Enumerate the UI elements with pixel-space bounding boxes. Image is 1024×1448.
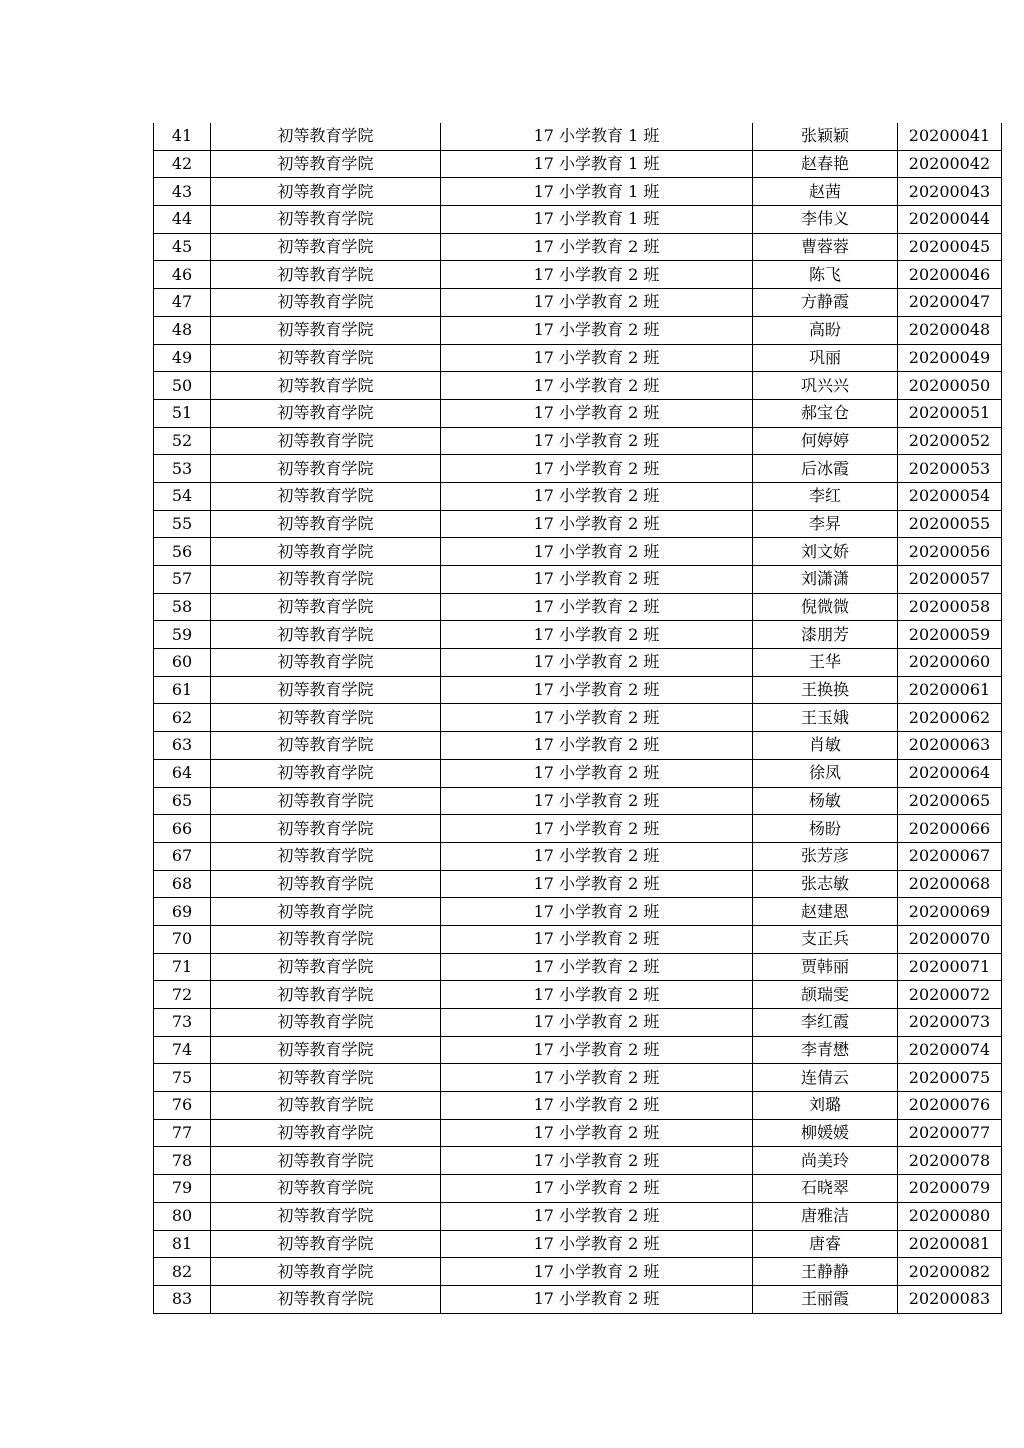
college-cell: 初等教育学院 — [211, 898, 441, 926]
table-row — [154, 1092, 1002, 1120]
row-number-cell: 41 — [154, 123, 211, 150]
class-cell: 17 小学教育 2 班 — [441, 427, 753, 455]
table-row — [154, 704, 1002, 732]
row-number-cell: 66 — [154, 815, 211, 843]
row-number-cell: 45 — [154, 233, 211, 261]
table-row — [154, 289, 1002, 317]
student-name-cell: 李红 — [753, 482, 898, 510]
college-cell: 初等教育学院 — [211, 1092, 441, 1120]
student-id-cell: 20200078 — [898, 1147, 1002, 1175]
row-number-cell: 67 — [154, 842, 211, 870]
class-cell: 17 小学教育 2 班 — [441, 759, 753, 787]
table-row — [154, 233, 1002, 261]
row-number-cell: 55 — [154, 510, 211, 538]
college-cell: 初等教育学院 — [211, 1009, 441, 1037]
class-cell: 17 小学教育 2 班 — [441, 925, 753, 953]
student-id-cell: 20200051 — [898, 399, 1002, 427]
table-row — [154, 759, 1002, 787]
student-id-cell: 20200057 — [898, 566, 1002, 594]
student-id-cell: 20200071 — [898, 953, 1002, 981]
student-id-cell: 20200050 — [898, 372, 1002, 400]
student-name-cell: 徐凤 — [753, 759, 898, 787]
college-cell: 初等教育学院 — [211, 732, 441, 760]
college-cell: 初等教育学院 — [211, 482, 441, 510]
row-number-cell: 79 — [154, 1175, 211, 1203]
row-number-cell: 54 — [154, 482, 211, 510]
table-row — [154, 1147, 1002, 1175]
college-cell: 初等教育学院 — [211, 399, 441, 427]
row-number-cell: 70 — [154, 925, 211, 953]
college-cell: 初等教育学院 — [211, 1258, 441, 1286]
student-name-cell: 漆朋芳 — [753, 621, 898, 649]
student-id-cell: 20200058 — [898, 593, 1002, 621]
student-name-cell: 巩兴兴 — [753, 372, 898, 400]
table-row — [154, 566, 1002, 594]
row-number-cell: 61 — [154, 676, 211, 704]
student-name-cell: 支正兵 — [753, 925, 898, 953]
college-cell: 初等教育学院 — [211, 1230, 441, 1258]
row-number-cell: 52 — [154, 427, 211, 455]
college-cell: 初等教育学院 — [211, 344, 441, 372]
class-cell: 17 小学教育 2 班 — [441, 538, 753, 566]
row-number-cell: 73 — [154, 1009, 211, 1037]
college-cell: 初等教育学院 — [211, 123, 441, 150]
student-name-cell: 柳媛媛 — [753, 1119, 898, 1147]
student-id-cell: 20200070 — [898, 925, 1002, 953]
college-cell: 初等教育学院 — [211, 953, 441, 981]
row-number-cell: 57 — [154, 566, 211, 594]
class-cell: 17 小学教育 2 班 — [441, 372, 753, 400]
student-name-cell: 肖敏 — [753, 732, 898, 760]
student-id-cell: 20200083 — [898, 1285, 1002, 1313]
student-name-cell: 张颖颖 — [753, 123, 898, 150]
class-cell: 17 小学教育 2 班 — [441, 1175, 753, 1203]
class-cell: 17 小学教育 2 班 — [441, 981, 753, 1009]
row-number-cell: 69 — [154, 898, 211, 926]
student-id-cell: 20200077 — [898, 1119, 1002, 1147]
class-cell: 17 小学教育 2 班 — [441, 1285, 753, 1313]
college-cell: 初等教育学院 — [211, 925, 441, 953]
student-name-cell: 李青懋 — [753, 1036, 898, 1064]
roster-body — [154, 123, 1002, 1313]
student-name-cell: 王丽霞 — [753, 1285, 898, 1313]
class-cell: 17 小学教育 2 班 — [441, 704, 753, 732]
table-row — [154, 123, 1002, 150]
class-cell: 17 小学教育 2 班 — [441, 1009, 753, 1037]
row-number-cell: 74 — [154, 1036, 211, 1064]
college-cell: 初等教育学院 — [211, 538, 441, 566]
student-id-cell: 20200061 — [898, 676, 1002, 704]
college-cell: 初等教育学院 — [211, 233, 441, 261]
student-name-cell: 张志敏 — [753, 870, 898, 898]
student-id-cell: 20200054 — [898, 482, 1002, 510]
class-cell: 17 小学教育 2 班 — [441, 898, 753, 926]
table-row — [154, 815, 1002, 843]
college-cell: 初等教育学院 — [211, 649, 441, 677]
table-row — [154, 427, 1002, 455]
row-number-cell: 47 — [154, 289, 211, 317]
table-row — [154, 1258, 1002, 1286]
table-row — [154, 953, 1002, 981]
student-name-cell: 颉瑞雯 — [753, 981, 898, 1009]
table-row — [154, 1175, 1002, 1203]
row-number-cell: 56 — [154, 538, 211, 566]
college-cell: 初等教育学院 — [211, 206, 441, 234]
class-cell: 17 小学教育 1 班 — [441, 206, 753, 234]
student-name-cell: 李红霞 — [753, 1009, 898, 1037]
student-id-cell: 20200056 — [898, 538, 1002, 566]
row-number-cell: 80 — [154, 1202, 211, 1230]
student-name-cell: 刘璐 — [753, 1092, 898, 1120]
table-row — [154, 316, 1002, 344]
row-number-cell: 68 — [154, 870, 211, 898]
student-roster-table — [153, 123, 1002, 1314]
college-cell: 初等教育学院 — [211, 455, 441, 483]
row-number-cell: 63 — [154, 732, 211, 760]
student-id-cell: 20200068 — [898, 870, 1002, 898]
table-row — [154, 1230, 1002, 1258]
class-cell: 17 小学教育 2 班 — [441, 649, 753, 677]
college-cell: 初等教育学院 — [211, 289, 441, 317]
college-cell: 初等教育学院 — [211, 787, 441, 815]
class-cell: 17 小学教育 2 班 — [441, 233, 753, 261]
student-id-cell: 20200074 — [898, 1036, 1002, 1064]
class-cell: 17 小学教育 2 班 — [441, 344, 753, 372]
college-cell: 初等教育学院 — [211, 1036, 441, 1064]
row-number-cell: 48 — [154, 316, 211, 344]
student-name-cell: 后冰霞 — [753, 455, 898, 483]
table-row — [154, 787, 1002, 815]
college-cell: 初等教育学院 — [211, 510, 441, 538]
table-row — [154, 649, 1002, 677]
student-id-cell: 20200060 — [898, 649, 1002, 677]
class-cell: 17 小学教育 2 班 — [441, 566, 753, 594]
row-number-cell: 71 — [154, 953, 211, 981]
student-id-cell: 20200049 — [898, 344, 1002, 372]
table-row — [154, 1036, 1002, 1064]
row-number-cell: 75 — [154, 1064, 211, 1092]
class-cell: 17 小学教育 2 班 — [441, 399, 753, 427]
row-number-cell: 81 — [154, 1230, 211, 1258]
table-row — [154, 593, 1002, 621]
row-number-cell: 42 — [154, 150, 211, 178]
student-name-cell: 唐睿 — [753, 1230, 898, 1258]
student-name-cell: 倪微微 — [753, 593, 898, 621]
student-id-cell: 20200055 — [898, 510, 1002, 538]
table-row — [154, 344, 1002, 372]
student-id-cell: 20200048 — [898, 316, 1002, 344]
row-number-cell: 60 — [154, 649, 211, 677]
class-cell: 17 小学教育 2 班 — [441, 870, 753, 898]
student-id-cell: 20200045 — [898, 233, 1002, 261]
college-cell: 初等教育学院 — [211, 316, 441, 344]
student-id-cell: 20200044 — [898, 206, 1002, 234]
student-name-cell: 赵建恩 — [753, 898, 898, 926]
student-name-cell: 李昇 — [753, 510, 898, 538]
class-cell: 17 小学教育 2 班 — [441, 815, 753, 843]
student-id-cell: 20200043 — [898, 178, 1002, 206]
student-id-cell: 20200073 — [898, 1009, 1002, 1037]
class-cell: 17 小学教育 2 班 — [441, 510, 753, 538]
class-cell: 17 小学教育 1 班 — [441, 150, 753, 178]
table-row — [154, 1119, 1002, 1147]
college-cell: 初等教育学院 — [211, 1119, 441, 1147]
student-name-cell: 刘文娇 — [753, 538, 898, 566]
table-row — [154, 842, 1002, 870]
student-name-cell: 王华 — [753, 649, 898, 677]
student-id-cell: 20200081 — [898, 1230, 1002, 1258]
college-cell: 初等教育学院 — [211, 704, 441, 732]
college-cell: 初等教育学院 — [211, 261, 441, 289]
college-cell: 初等教育学院 — [211, 1285, 441, 1313]
class-cell: 17 小学教育 2 班 — [441, 1202, 753, 1230]
class-cell: 17 小学教育 1 班 — [441, 123, 753, 150]
class-cell: 17 小学教育 2 班 — [441, 593, 753, 621]
table-row — [154, 1202, 1002, 1230]
college-cell: 初等教育学院 — [211, 150, 441, 178]
student-id-cell: 20200063 — [898, 732, 1002, 760]
table-row — [154, 372, 1002, 400]
student-name-cell: 曹蓉蓉 — [753, 233, 898, 261]
student-name-cell: 何婷婷 — [753, 427, 898, 455]
student-id-cell: 20200082 — [898, 1258, 1002, 1286]
college-cell: 初等教育学院 — [211, 815, 441, 843]
row-number-cell: 58 — [154, 593, 211, 621]
table-row — [154, 178, 1002, 206]
row-number-cell: 64 — [154, 759, 211, 787]
student-name-cell: 杨盼 — [753, 815, 898, 843]
class-cell: 17 小学教育 2 班 — [441, 455, 753, 483]
class-cell: 17 小学教育 2 班 — [441, 621, 753, 649]
row-number-cell: 50 — [154, 372, 211, 400]
table-row — [154, 981, 1002, 1009]
class-cell: 17 小学教育 2 班 — [441, 1258, 753, 1286]
class-cell: 17 小学教育 2 班 — [441, 787, 753, 815]
class-cell: 17 小学教育 2 班 — [441, 1119, 753, 1147]
student-id-cell: 20200076 — [898, 1092, 1002, 1120]
student-id-cell: 20200042 — [898, 150, 1002, 178]
table-row — [154, 732, 1002, 760]
table-row — [154, 1064, 1002, 1092]
student-name-cell: 贾韩丽 — [753, 953, 898, 981]
class-cell: 17 小学教育 2 班 — [441, 676, 753, 704]
table-row — [154, 206, 1002, 234]
row-number-cell: 77 — [154, 1119, 211, 1147]
college-cell: 初等教育学院 — [211, 842, 441, 870]
row-number-cell: 62 — [154, 704, 211, 732]
student-name-cell: 赵茜 — [753, 178, 898, 206]
table-row — [154, 621, 1002, 649]
student-name-cell: 巩丽 — [753, 344, 898, 372]
student-id-cell: 20200046 — [898, 261, 1002, 289]
college-cell: 初等教育学院 — [211, 870, 441, 898]
college-cell: 初等教育学院 — [211, 759, 441, 787]
table-row — [154, 1009, 1002, 1037]
student-id-cell: 20200072 — [898, 981, 1002, 1009]
class-cell: 17 小学教育 2 班 — [441, 842, 753, 870]
table-row — [154, 482, 1002, 510]
row-number-cell: 82 — [154, 1258, 211, 1286]
student-id-cell: 20200041 — [898, 123, 1002, 150]
college-cell: 初等教育学院 — [211, 621, 441, 649]
row-number-cell: 76 — [154, 1092, 211, 1120]
student-id-cell: 20200075 — [898, 1064, 1002, 1092]
class-cell: 17 小学教育 2 班 — [441, 1064, 753, 1092]
student-id-cell: 20200059 — [898, 621, 1002, 649]
student-name-cell: 连倩云 — [753, 1064, 898, 1092]
class-cell: 17 小学教育 1 班 — [441, 178, 753, 206]
row-number-cell: 49 — [154, 344, 211, 372]
college-cell: 初等教育学院 — [211, 1147, 441, 1175]
college-cell: 初等教育学院 — [211, 372, 441, 400]
student-name-cell: 尚美玲 — [753, 1147, 898, 1175]
class-cell: 17 小学教育 2 班 — [441, 1036, 753, 1064]
class-cell: 17 小学教育 2 班 — [441, 316, 753, 344]
row-number-cell: 78 — [154, 1147, 211, 1175]
college-cell: 初等教育学院 — [211, 1202, 441, 1230]
student-id-cell: 20200065 — [898, 787, 1002, 815]
student-name-cell: 王静静 — [753, 1258, 898, 1286]
student-id-cell: 20200069 — [898, 898, 1002, 926]
college-cell: 初等教育学院 — [211, 427, 441, 455]
student-name-cell: 唐雅洁 — [753, 1202, 898, 1230]
student-id-cell: 20200053 — [898, 455, 1002, 483]
student-id-cell: 20200062 — [898, 704, 1002, 732]
table-row — [154, 510, 1002, 538]
table-row — [154, 399, 1002, 427]
college-cell: 初等教育学院 — [211, 676, 441, 704]
college-cell: 初等教育学院 — [211, 178, 441, 206]
table-row — [154, 1285, 1002, 1313]
row-number-cell: 83 — [154, 1285, 211, 1313]
table-row — [154, 261, 1002, 289]
row-number-cell: 53 — [154, 455, 211, 483]
table-row — [154, 150, 1002, 178]
student-id-cell: 20200080 — [898, 1202, 1002, 1230]
table-row — [154, 538, 1002, 566]
table-row — [154, 898, 1002, 926]
college-cell: 初等教育学院 — [211, 593, 441, 621]
row-number-cell: 65 — [154, 787, 211, 815]
college-cell: 初等教育学院 — [211, 981, 441, 1009]
college-cell: 初等教育学院 — [211, 566, 441, 594]
student-name-cell: 高盼 — [753, 316, 898, 344]
student-name-cell: 王玉娥 — [753, 704, 898, 732]
student-id-cell: 20200067 — [898, 842, 1002, 870]
row-number-cell: 43 — [154, 178, 211, 206]
row-number-cell: 51 — [154, 399, 211, 427]
table-row — [154, 455, 1002, 483]
college-cell: 初等教育学院 — [211, 1175, 441, 1203]
student-id-cell: 20200066 — [898, 815, 1002, 843]
class-cell: 17 小学教育 2 班 — [441, 482, 753, 510]
row-number-cell: 59 — [154, 621, 211, 649]
table-row — [154, 870, 1002, 898]
student-name-cell: 郝宝仓 — [753, 399, 898, 427]
student-name-cell: 王换换 — [753, 676, 898, 704]
student-name-cell: 陈飞 — [753, 261, 898, 289]
row-number-cell: 46 — [154, 261, 211, 289]
student-id-cell: 20200047 — [898, 289, 1002, 317]
student-id-cell: 20200052 — [898, 427, 1002, 455]
student-id-cell: 20200064 — [898, 759, 1002, 787]
student-id-cell: 20200079 — [898, 1175, 1002, 1203]
class-cell: 17 小学教育 2 班 — [441, 261, 753, 289]
student-name-cell: 张芳彦 — [753, 842, 898, 870]
student-name-cell: 方静霞 — [753, 289, 898, 317]
student-name-cell: 赵春艳 — [753, 150, 898, 178]
student-name-cell: 石晓翠 — [753, 1175, 898, 1203]
college-cell: 初等教育学院 — [211, 1064, 441, 1092]
class-cell: 17 小学教育 2 班 — [441, 953, 753, 981]
class-cell: 17 小学教育 2 班 — [441, 732, 753, 760]
student-name-cell: 李伟义 — [753, 206, 898, 234]
class-cell: 17 小学教育 2 班 — [441, 289, 753, 317]
student-name-cell: 杨敏 — [753, 787, 898, 815]
row-number-cell: 72 — [154, 981, 211, 1009]
class-cell: 17 小学教育 2 班 — [441, 1092, 753, 1120]
row-number-cell: 44 — [154, 206, 211, 234]
table-row — [154, 925, 1002, 953]
class-cell: 17 小学教育 2 班 — [441, 1230, 753, 1258]
table-row — [154, 676, 1002, 704]
student-name-cell: 刘潇潇 — [753, 566, 898, 594]
class-cell: 17 小学教育 2 班 — [441, 1147, 753, 1175]
